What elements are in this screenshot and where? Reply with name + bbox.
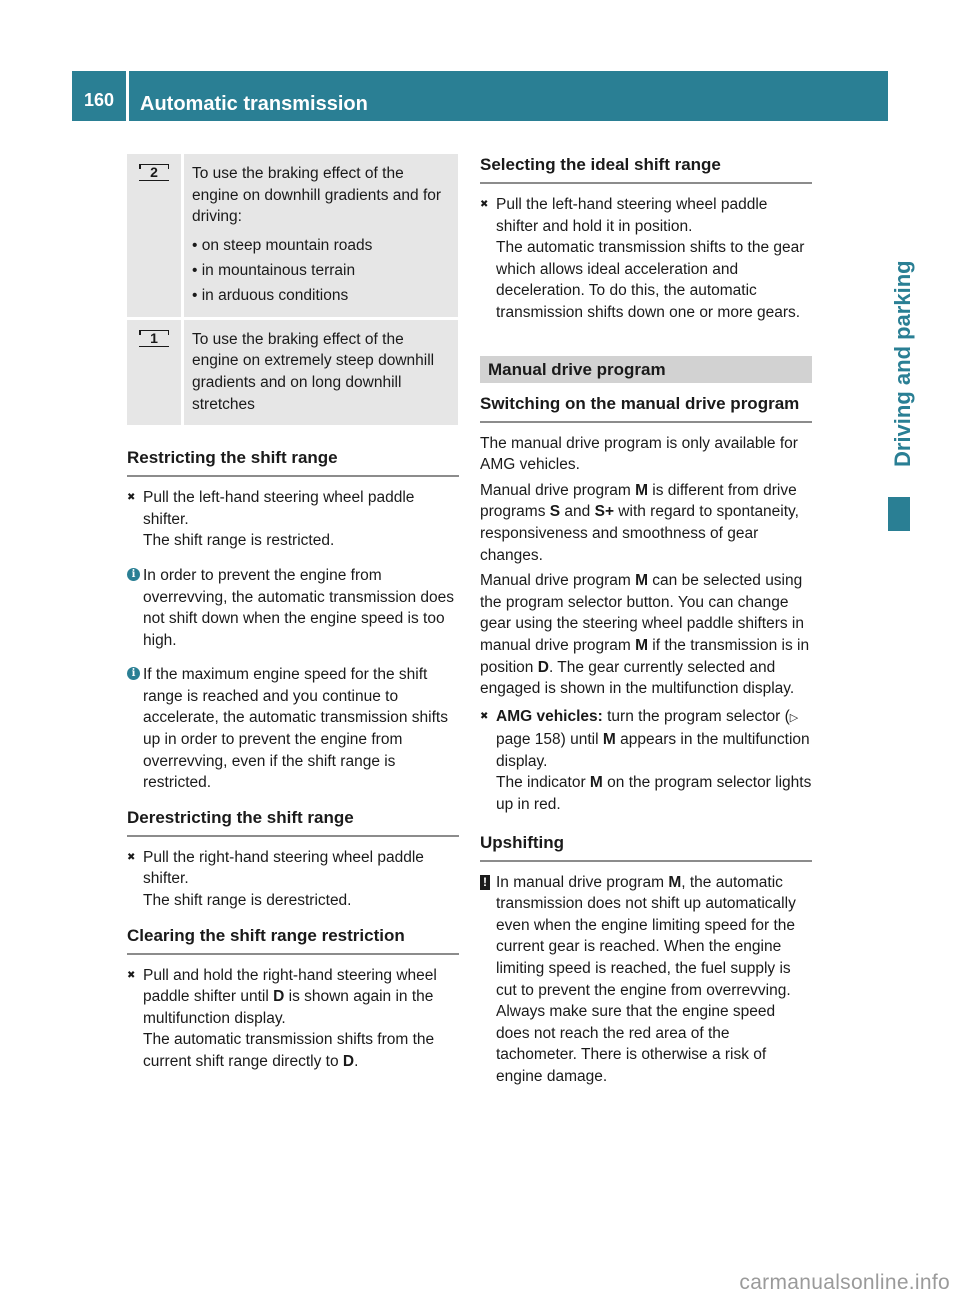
- ideal-step: ✖ Pull the left-hand steering wheel paddle shifter and hold it in position. The automatic transmission shifts to the gear which allows ideal acceleration and deceleration. To do this, the automatic transmission shifts down one or more gears.: [480, 194, 812, 324]
- key-1-icon: 1: [139, 330, 169, 347]
- list-item: • in mountainous terrain: [192, 261, 356, 279]
- list-item: • in arduous conditions: [192, 287, 349, 305]
- page-title: Automatic transmission: [140, 93, 368, 115]
- manual-paragraph: The manual drive program is only available for AMG vehicles.: [480, 434, 798, 474]
- restricting-heading: Restricting the shift range: [127, 447, 459, 477]
- table-row-text: To use the braking effect of the engine on downhill gradients and for driving:: [192, 165, 442, 226]
- info-icon: i: [127, 568, 140, 581]
- info-icon: i: [127, 667, 140, 680]
- section-tab-marker: [888, 497, 910, 531]
- restricting-step: ✖ Pull the left-hand steering wheel paddle shifter. The shift range is restricted.: [127, 487, 459, 552]
- bullet-list: [192, 235, 452, 307]
- header-separator: [126, 71, 129, 121]
- manual-step: ✖ AMG vehicles: turn the program selector (▷ page 158) until M appears in the multifunction display. The indicator M on the program selector lights up in red.: [480, 706, 812, 816]
- key-2-icon: 2: [139, 164, 169, 181]
- page-number: 160: [83, 90, 115, 110]
- manual-paragraph: Manual drive program M is different from drive programs S and S+ with regard to spontaneity, responsiveness and smoothness of gear changes.: [480, 481, 799, 564]
- table-row: [127, 317, 458, 425]
- list-item: • on steep mountain roads: [192, 236, 373, 254]
- right-column: [480, 154, 812, 1088]
- info-note: i In order to prevent the engine from overrevving, the automatic transmission does not shift down when the engine speed is too high.: [127, 565, 459, 651]
- table-row: [127, 154, 458, 317]
- warning-note: ! In manual drive program M, the automatic transmission does not shift up automatically even when the engine limiting speed for the current gear is reached. When the engine limiting speed is reached, the fuel supply is cut to prevent the engine from overrevving. Always make sure that the engine speed does not reach the red area of the tachometer. There is otherwise a risk of engine damage.: [480, 872, 812, 1088]
- section-tab-label: Driving and parking: [890, 260, 915, 467]
- clearing-step: ✖ Pull and hold the right-hand steering wheel paddle shifter until D is shown again in the multifunction display. The automatic transmission shifts from the current shift range directly to D.: [127, 965, 459, 1073]
- upshifting-heading: Upshifting: [480, 832, 812, 862]
- shift-range-table: [127, 154, 458, 425]
- ideal-heading: Selecting the ideal shift range: [480, 154, 812, 184]
- manual-paragraph: Manual drive program M can be selected using the program selector button. You can change gear using the steering wheel paddle shifters in manual drive program M if the transmission is in position D. The gear currently selected and engaged is shown in the multifunction display.: [480, 572, 810, 698]
- clearing-heading: Clearing the shift range restriction: [127, 925, 459, 955]
- manual-heading: Switching on the manual drive program: [480, 393, 812, 423]
- warning-icon: !: [480, 875, 490, 890]
- section-side-tab: [888, 71, 960, 531]
- info-note: i If the maximum engine speed for the shift range is reached and you continue to accelerate, the automatic transmission shifts up in order to prevent the engine from overrevving, even if the shift range is restricted.: [127, 664, 459, 794]
- derestricting-heading: Derestricting the shift range: [127, 807, 459, 837]
- watermark: carmanualsonline.info: [739, 1271, 950, 1294]
- derestricting-step: ✖ Pull the right-hand steering wheel paddle shifter. The shift range is derestricted.: [127, 847, 459, 912]
- manual-program-section-heading: Manual drive program: [480, 356, 812, 383]
- left-column: [127, 154, 459, 1073]
- page-reference-arrow-icon: ▷: [789, 711, 799, 724]
- table-row-text: To use the braking effect of the engine on extremely steep downhill gradients and on long downhill stretches: [192, 330, 435, 413]
